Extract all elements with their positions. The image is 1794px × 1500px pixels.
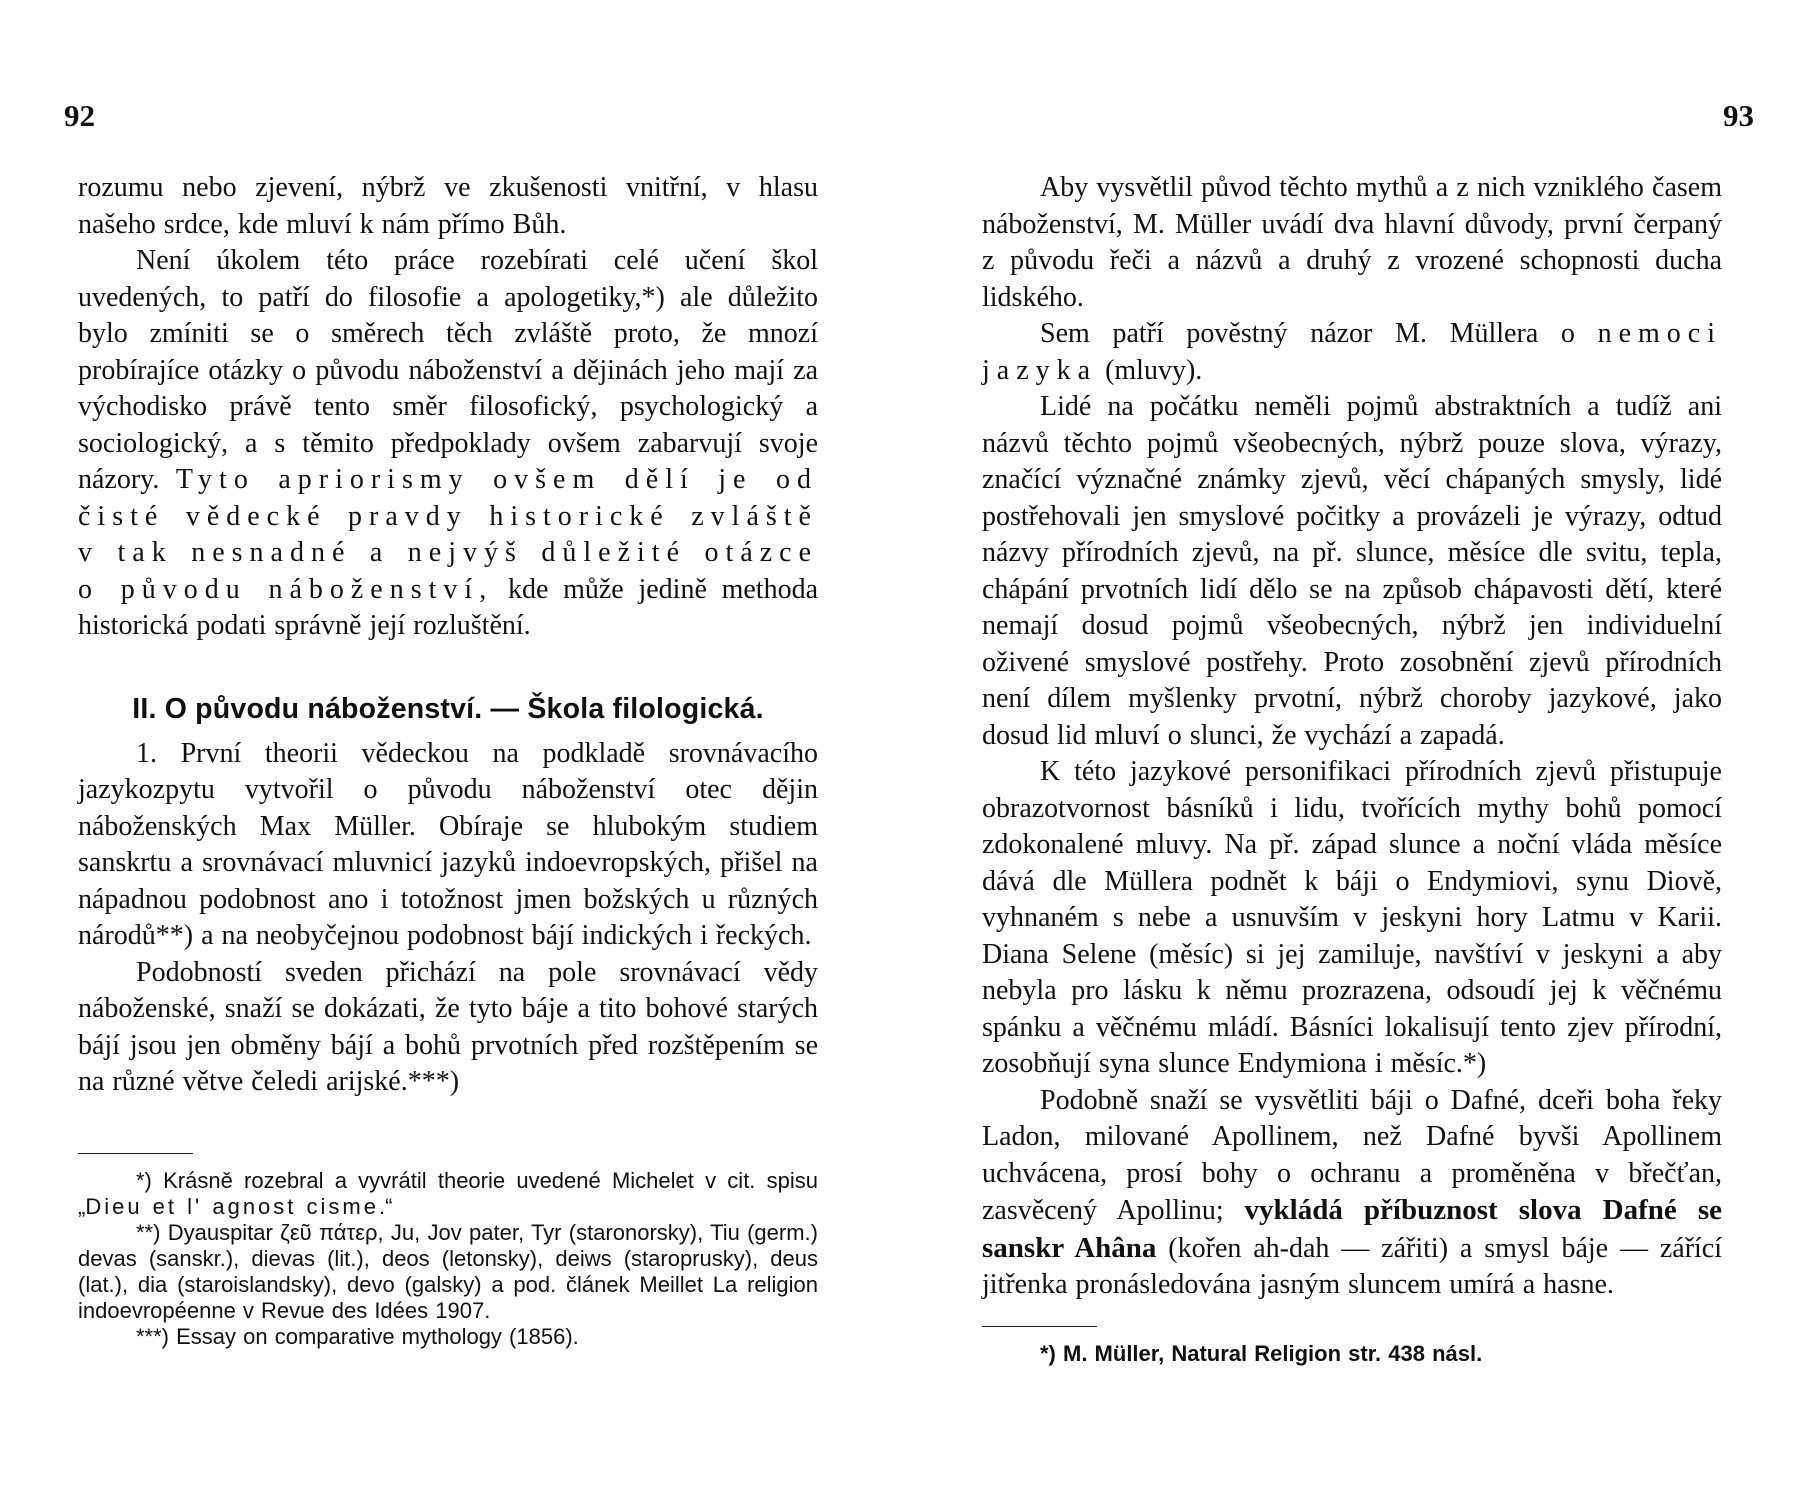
emphasized-text: nemoci jazyka bbox=[982, 318, 1723, 386]
footnote: *) M. Müller, Natural Religion str. 438 násl. bbox=[1040, 1340, 1483, 1366]
text-run: Sem patří pověstný názor M. Müllera o bbox=[1040, 318, 1575, 349]
left-page bbox=[60, 0, 820, 1500]
footnote-divider bbox=[78, 1153, 193, 1154]
right-body-text bbox=[982, 170, 1722, 1367]
text-run: Podobně snaží se vysvětliti báji o Dafné, dceři boha řeky Ladon, milované Apollinem, než Dafné byvši Apollinem uchvácena, prosí bohy o ochranu a proměněna v břečťan, zasvěcený Apollinu; bbox=[982, 1084, 1722, 1226]
text-run: Není úkolem této práce rozebírati celé učení škol uvedených, to patří do filosofie a apologetiky,*) ale důležito bylo zmíniti se o směrech těch zvláště proto, že mnozí probírajíce otázky o původu náboženství a dějinách jeho mají za východisko právě tento směr filosofický, psychologický a sociologický, a s těmito předpoklady ovšem zabarvují svoje názory. bbox=[78, 245, 818, 495]
paragraph bbox=[78, 243, 818, 645]
left-body-text bbox=[78, 170, 818, 1350]
paragraph: Podobností sveden přichází na pole srovnávací vědy náboženské, snaží se dokázati, že tyto báje a tito bohové starých bájí jsou jen obměny bájí a bohů prvotních před rozštěpením se na různé větve čeledi arijské.***) bbox=[78, 956, 818, 1097]
bold-text: vykládá příbuznost slova Dafné se sanskr Ahâna bbox=[982, 1194, 1723, 1264]
text-run: (kořen ah-dah — zářiti) a smysl báje — zářící jitřenka pronásledována jasným sluncem umírá a hasne. bbox=[982, 1232, 1722, 1300]
page-number: 92 bbox=[64, 98, 95, 133]
text-run: .“ bbox=[378, 1193, 393, 1219]
footnote-divider bbox=[982, 1326, 1097, 1327]
paragraph: rozumu nebo zjevení, nýbrž ve zkušenosti vnitřní, v hlasu našeho srdce, kde mluví k nám přímo Bůh. bbox=[78, 172, 818, 240]
paragraph bbox=[982, 1083, 1722, 1304]
emphasized-text: Tyto apriorismy ovšem dělí je od čisté vědecké pravdy historické zvláště v tak nesnadné a nejvýš důležité otázce o původu náboženství, bbox=[78, 464, 818, 605]
footnote bbox=[78, 1168, 818, 1220]
paragraph bbox=[982, 316, 1722, 389]
footnote: **) Dyauspitar ζεῦ πάτερ, Ju, Jov pater, Tyr (staronorsky), Tiu (germ.) devas (sanskr.), dievas (lit.), deos (letonsky), deiws (staroprusky), deus (lat.), dia (staroislandsky), devo (galsky) a pod. článek Meillet La religion indoevropéenne v Revue des Idées 1907. bbox=[78, 1219, 818, 1323]
paragraph: Aby vysvětlil původ těchto mythů a z nich vzniklého časem náboženství, M. Müller uvádí dva hlavní důvody, první čerpaný z původu řeči a názvů a druhý z vrozené schopnosti ducha lidského. bbox=[982, 172, 1722, 313]
page-number: 93 bbox=[1723, 98, 1754, 133]
text-run: kde může jedině methoda historická podati správně její rozluštění. bbox=[78, 573, 819, 641]
footnote: ***) Essay on comparative mythology (1856). bbox=[136, 1323, 579, 1349]
emphasized-text: Dieu et l' agnost cisme bbox=[85, 1193, 379, 1219]
text-run: *) Krásně rozebral a vyvrátil theorie uvedené Michelet v cit. spisu „ bbox=[78, 1167, 818, 1219]
section-heading: II. O původu náboženství. — Škola filologická. bbox=[132, 692, 764, 725]
paragraph: 1. První theorii vědeckou na podkladě srovnávacího jazykozpytu vytvořil o původu náboženství otec dějin náboženských Max Müller. Obíraje se hlubokým studiem sanskrtu a srovnávací mluvnicí jazyků indoevropských, přišel na nápadnou podobnost ano i totožnost jmen božských u různých národů**) a na neobyčejnou podobnost bájí indických i řeckých. bbox=[78, 737, 818, 951]
paragraph: Lidé na počátku neměli pojmů abstraktních a tudíž ani názvů těchto pojmů všeobecných, nýbrž pouze slova, výrazy, značící význačné známky zjevů, věcí chápaných smysly, lidé postřehovali jen smyslové počitky a provázeli je výrazy, odtud názvy přírodních zjevů, na př. slunce, měsíce dle svitu, tepla, chápání prvotních lidí dělo se na způsob chápavosti dětí, které nemají dosud pojmů všeobecných, nýbrž jen individuelní oživené smyslové postřehy. Proto zosobnění zjevů přírodních není dílem myšlenky prvotní, nýbrž choroby jazykové, jako dosud lid mluví o slunci, že vychází a zapadá. bbox=[982, 391, 1722, 751]
text-run: (mluvy). bbox=[1105, 354, 1203, 386]
paragraph: K této jazykové personifikaci přírodních zjevů přistupuje obrazotvornost básníků i lidu, tvořících mythy bohů pomocí zdokonalené mluvy. Na př. západ slunce a noční vláda měsíce dává dle Müllera podnět k báji o Endymiovi, synu Diově, vyhnaném s nebe a usnuvším v jeskyni hory Latmu v Karii. Diana Selene (měsíc) si jej zamiluje, navštíví v jeskyni a aby nebyla pro lásku k němu prozrazena, odsoudí jej k věčnému spánku a věčnému mládí. Básníci lokalisují tento zjev přírodní, zosobňují syna slunce Endymiona i měsíc.*) bbox=[982, 756, 1722, 1079]
right-page bbox=[968, 0, 1754, 1500]
